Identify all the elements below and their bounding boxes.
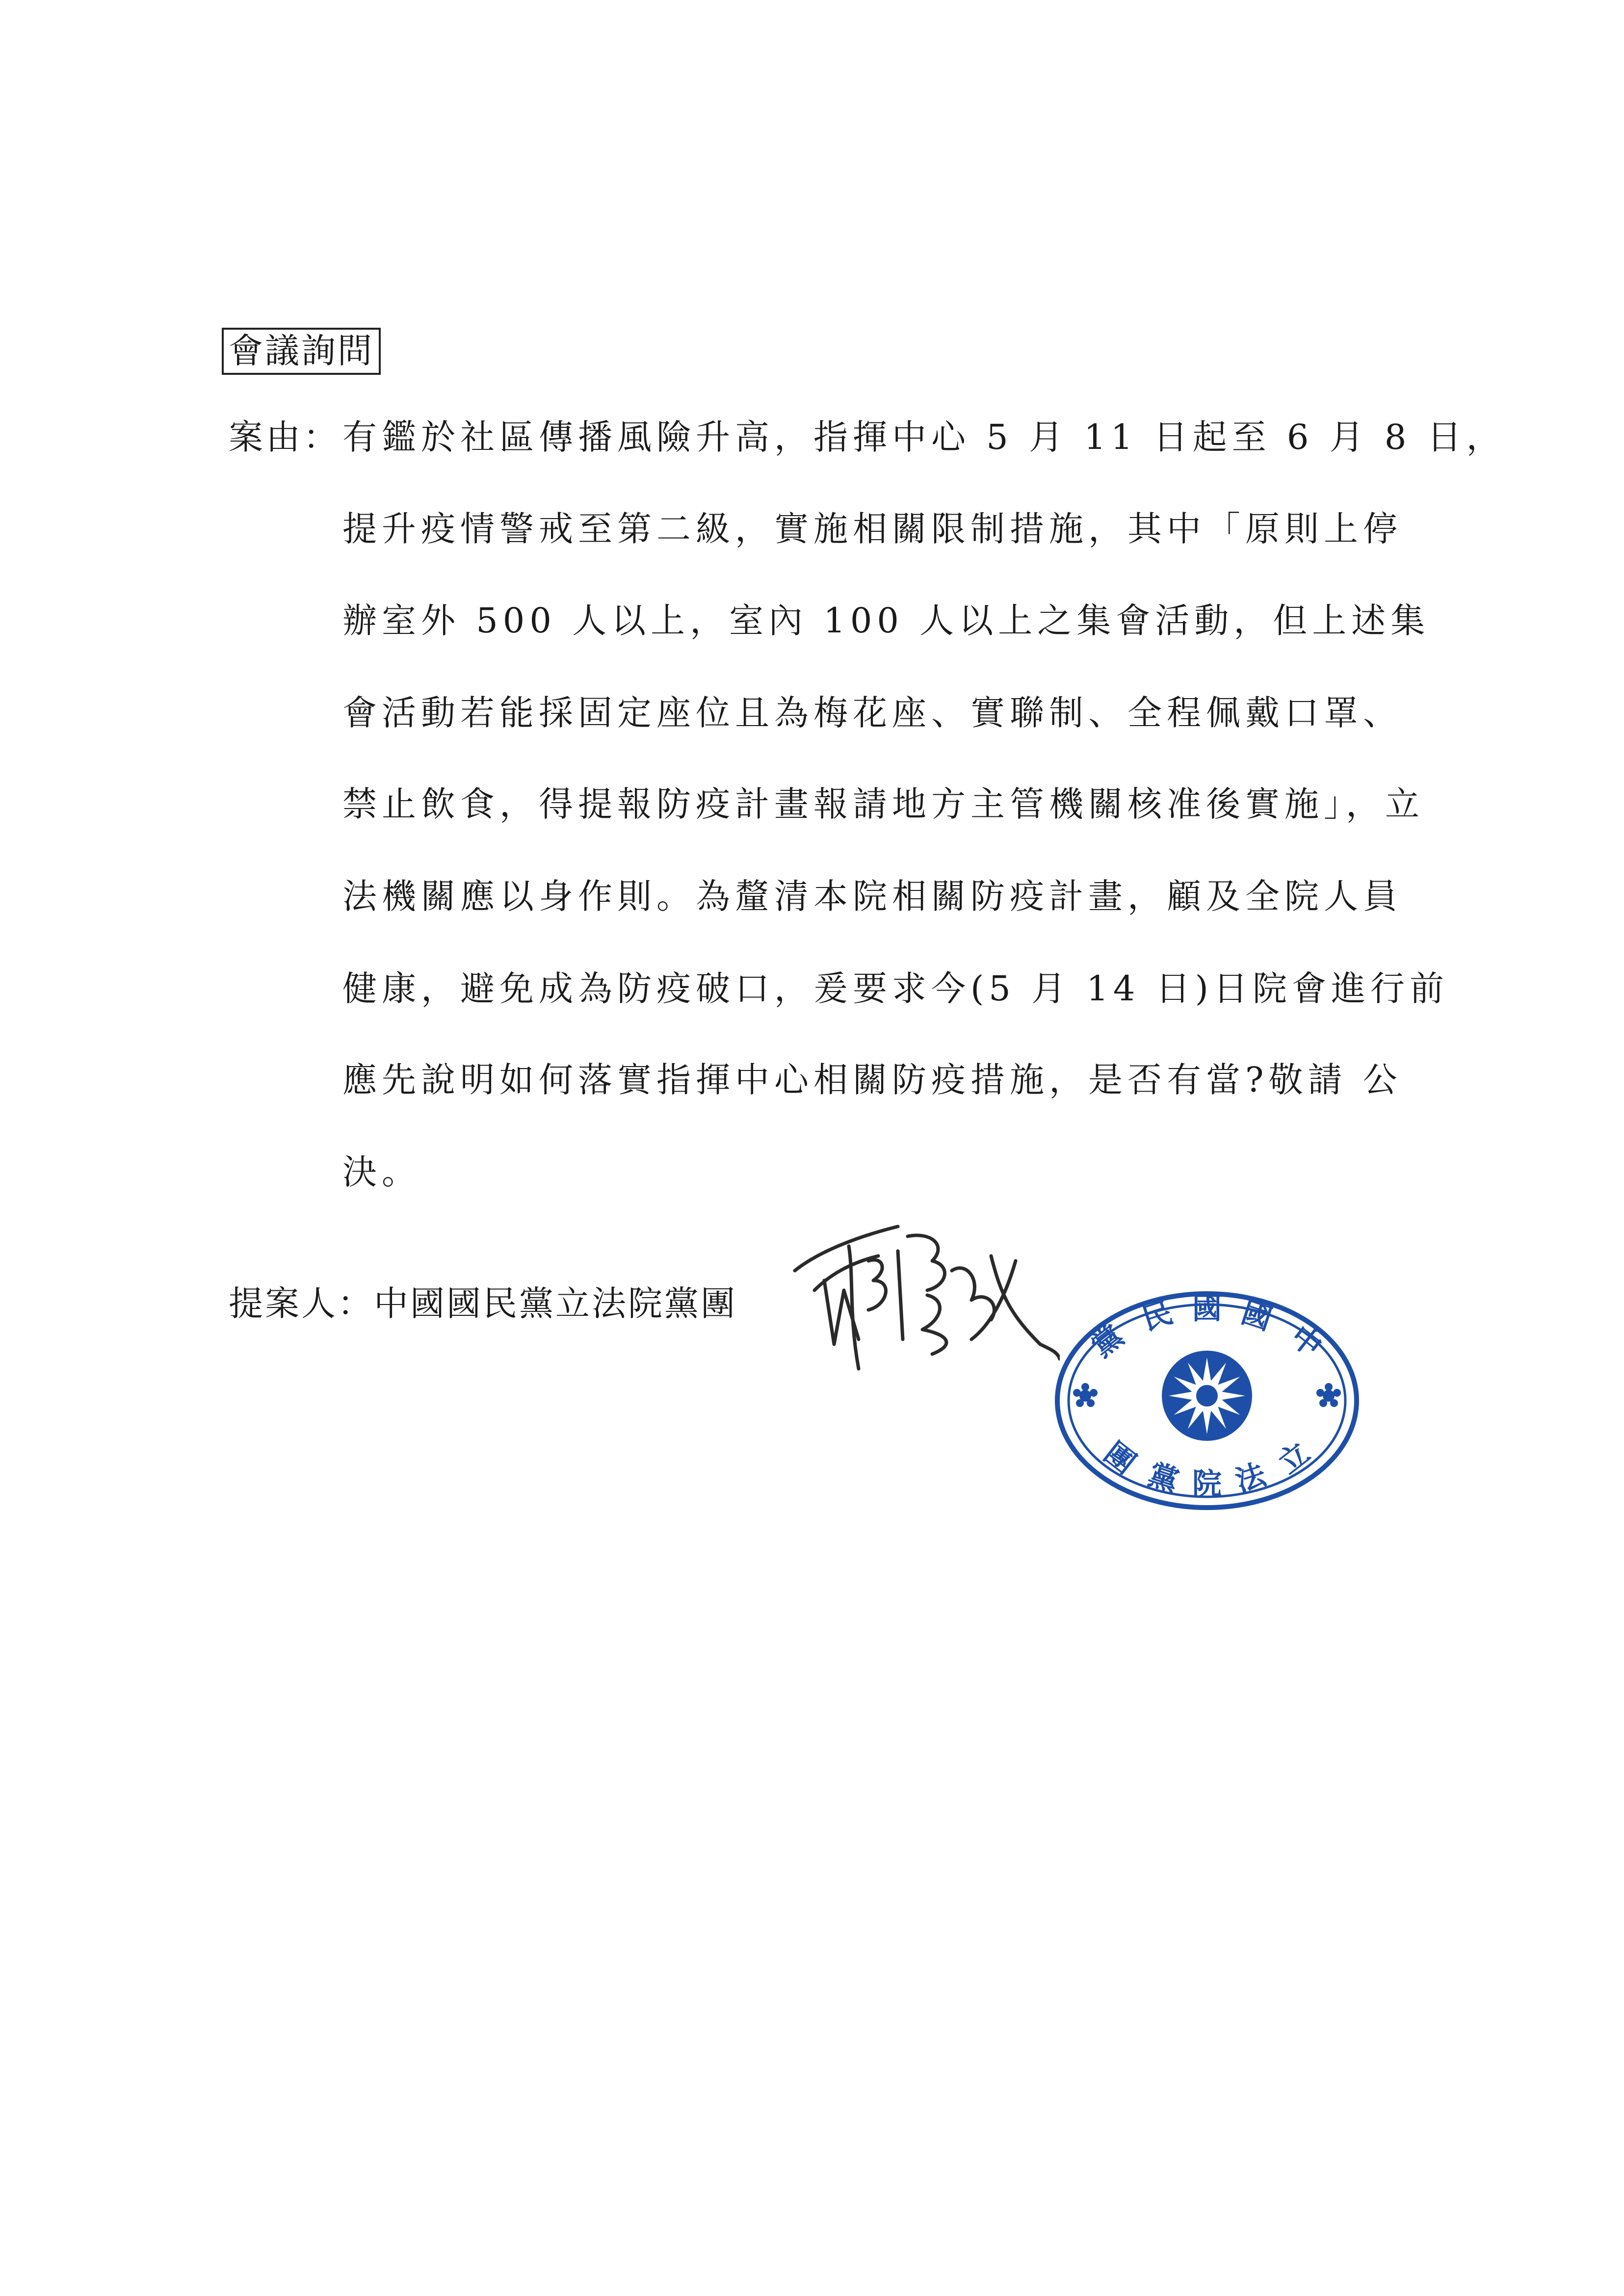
svg-text:黨: 黨 — [1144, 1457, 1183, 1499]
case-label: 案由： — [229, 417, 341, 457]
svg-text:法: 法 — [1231, 1457, 1270, 1499]
case-line-7: 健康，避免成為防疫破口，爰要求今(5 月 14 日)日院會進行前 — [342, 968, 1449, 1009]
case-line-9: 決。 — [342, 1152, 421, 1192]
party-seal-stamp — [1050, 1285, 1364, 1516]
svg-text:黨: 黨 — [1085, 1319, 1130, 1364]
svg-text:國: 國 — [1237, 1295, 1276, 1337]
svg-text:立: 立 — [1272, 1435, 1316, 1481]
svg-text:國: 國 — [1192, 1292, 1222, 1326]
svg-text:民: 民 — [1138, 1295, 1177, 1337]
case-line-6: 法機關應以身作則。為釐清本院相關防疫計畫，顧及全院人員 — [342, 876, 1402, 916]
svg-text:團: 團 — [1098, 1435, 1142, 1481]
case-line-5: 禁止飲食，得提報防疫計畫報請地方主管機關核准後實施」，立 — [342, 784, 1424, 824]
document-type-label: 會議詢問 — [222, 328, 381, 375]
handwritten-signature — [785, 1217, 1060, 1379]
case-line-1: 有鑑於社區傳播風險升高，指揮中心 5 月 11 日起至 6 月 8 日， — [342, 417, 1506, 457]
proposer-line: 提案人：中國國民黨立法院黨團 — [229, 1283, 737, 1324]
case-line-8: 應先說明如何落實指揮中心相關防疫措施，是否有當?敬請 公 — [342, 1060, 1402, 1100]
svg-text:中: 中 — [1284, 1319, 1329, 1364]
case-line-2: 提升疫情警戒至第二級，實施相關限制措施，其中「原則上停 — [342, 509, 1402, 549]
svg-text:院: 院 — [1192, 1467, 1222, 1501]
case-line-4: 會活動若能採固定座位且為梅花座、實聯制、全程佩戴口罩、 — [342, 693, 1402, 733]
case-line-3: 辦室外 500 人以上，室內 100 人以上之集會活動，但上述集 — [342, 600, 1430, 641]
